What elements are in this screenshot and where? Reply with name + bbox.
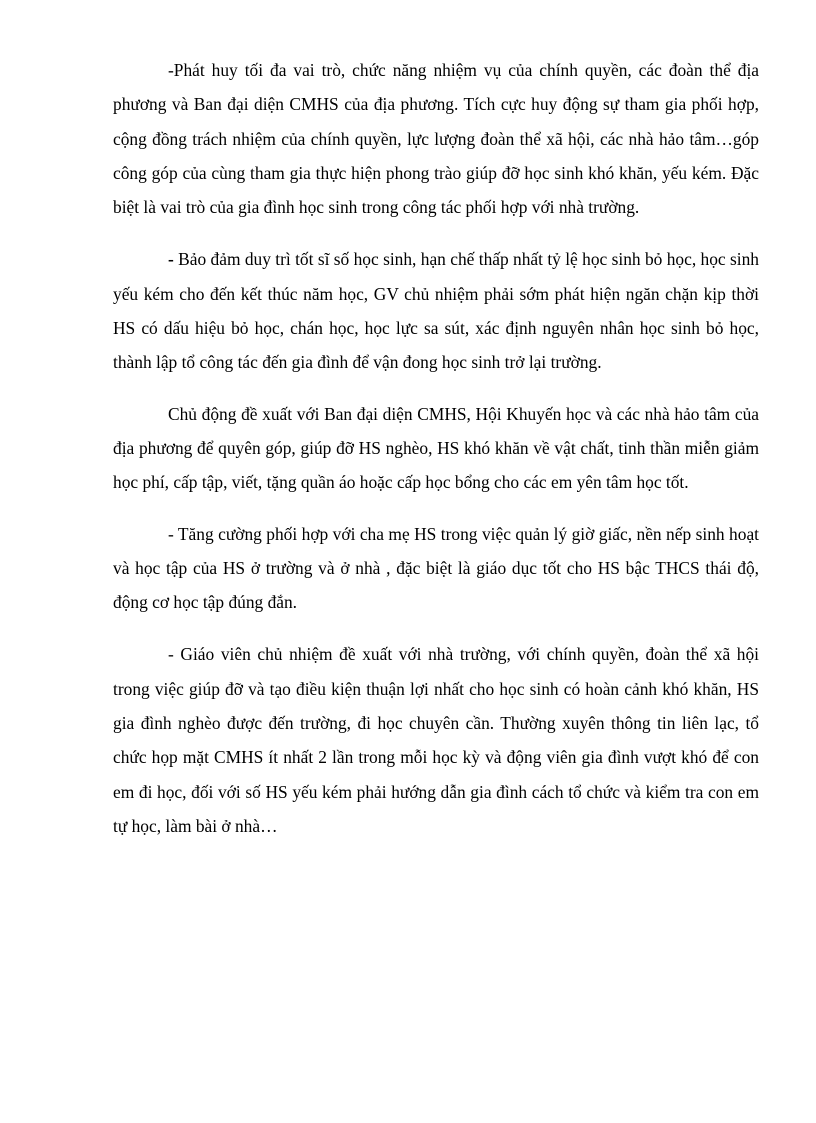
paragraph-5: [113, 637, 759, 843]
paragraph-3: [113, 397, 759, 500]
paragraph-bullet: -: [168, 249, 174, 270]
paragraph-1: [113, 53, 759, 224]
paragraph-4: [113, 517, 759, 620]
paragraph-text: -Phát huy tối đa vai trò, chức năng nhiệm vụ của chính quyền, các đoàn thể địa phương và Ban đại diện CMHS của địa phương. Tích cực huy động sự tham gia phối hợp, cộng đồng trách nhiệm của chính quyền, lực lượng đoàn thể xã hội, các nhà hảo tâm…góp công góp của cùng tham gia thực hiện phong trào giúp đỡ học sinh khó khăn, yếu kém. Đặc biệt là vai trò của gia đình học sinh trong công tác phối hợp với nhà trường.: [113, 60, 759, 218]
paragraph-text: - Giáo viên chủ nhiệm đề xuất với nhà trường, với chính quyền, đoàn thể xã hội trong việc giúp đỡ và tạo điều kiện thuận lợi nhất cho học sinh có hoàn cảnh khó khăn, HS gia đình nghèo được đến trường, đi học chuyên cần. Thường xuyên thông tin liên lạc, tổ chức họp mặt CMHS ít nhất 2 lần trong mỗi học kỳ và động viên gia đình vượt khó để con em đi học, đối với số HS yếu kém phải hướng dẫn gia đình cách tổ chức và kiểm tra con em tự học, làm bài ở nhà…: [113, 644, 759, 836]
paragraph-text: - Tăng cường phối hợp với cha mẹ HS trong việc quản lý giờ giấc, nền nếp sinh hoạt và học tập của HS ở trường và ở nhà , đặc biệt là giáo dục tốt cho HS bậc THCS thái độ, động cơ học tập đúng đắn.: [113, 523, 759, 613]
paragraph-text: Bảo đảm duy trì tốt sĩ số học sinh, hạn chế thấp nhất tỷ lệ học sinh bỏ học, học sinh yếu kém cho đến kết thúc năm học, GV chủ nhiệm phải sớm phát hiện ngăn chặn kịp thời HS có dấu hiệu bỏ học, chán học, học lực sa sút, xác định nguyên nhân học sinh bỏ học, thành lập tổ công tác đến gia đình để vận đong học sinh trở lại trường.: [113, 249, 759, 373]
paragraph-2: [113, 242, 759, 379]
paragraph-text: Chủ động đề xuất với Ban đại diện CMHS, Hội Khuyến học và các nhà hảo tâm của địa phương để quyên góp, giúp đỡ HS nghèo, HS khó khăn về vật chất, tinh thần miễn giảm học phí, cấp tập, viết, tặng quần áo hoặc cấp học bổng cho các em yên tâm học tốt.: [113, 403, 759, 493]
document-page: [113, 53, 759, 843]
